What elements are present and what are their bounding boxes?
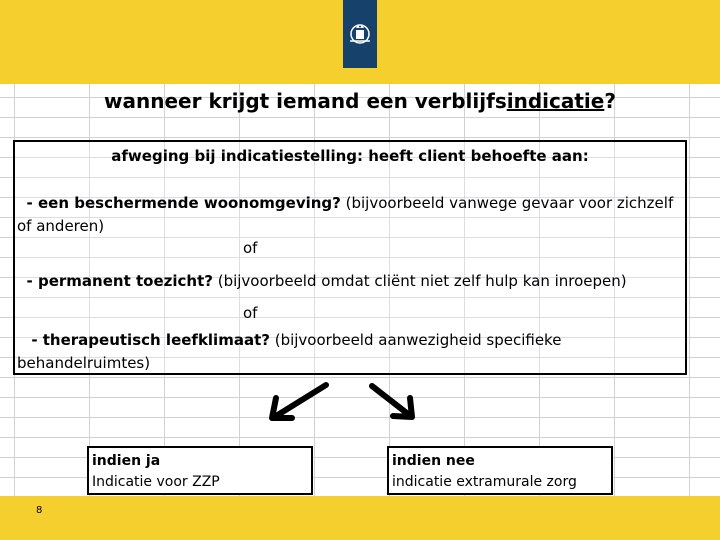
criterion-item: [17, 192, 681, 238]
criteria-box: [13, 140, 687, 375]
criterion-bold: - een beschermende woonomgeving?: [26, 194, 341, 212]
title-prefix: wanneer krijgt iemand een verblijfs: [104, 89, 507, 113]
criterion-text: (bijvoorbeeld vanwege gevaar voor zichzelf of anderen): [17, 194, 674, 235]
criteria-heading: afweging bij indicatiestelling: heeft client behoefte aan:: [111, 147, 589, 165]
rijksoverheid-logo: [343, 0, 377, 68]
criterion-text: (bijvoorbeeld omdat cliënt niet zelf hulp kan inroepen): [212, 272, 627, 290]
arrow-down-right-icon: [364, 380, 424, 425]
slide-title: [0, 89, 720, 113]
outcome-no-value: indicatie extramurale zorg: [392, 474, 577, 490]
arrow-down-left-icon: [264, 380, 334, 425]
outcome-yes-box: [87, 446, 313, 495]
outcome-yes-value: Indicatie voor ZZP: [92, 474, 220, 490]
criterion-item: [17, 270, 681, 293]
criterion-text: (bijvoorbeeld aanwezigheid specifieke behandelruimtes): [17, 331, 562, 372]
outcome-yes-title: indien ja: [92, 453, 161, 469]
connector-or: of: [243, 239, 258, 257]
title-underlined: indicatie: [506, 89, 605, 113]
rijksoverheid-crest-icon: [347, 21, 373, 47]
outcome-no-title: indien nee: [392, 453, 475, 469]
criterion-item: [17, 329, 681, 375]
page-number: 8: [36, 505, 43, 516]
outcome-no-box: [387, 446, 613, 495]
criterion-bold: - permanent toezicht?: [26, 272, 213, 290]
criterion-bold: - therapeutisch leefklimaat?: [31, 331, 270, 349]
connector-or: of: [243, 304, 258, 322]
title-suffix: ?: [604, 89, 616, 113]
